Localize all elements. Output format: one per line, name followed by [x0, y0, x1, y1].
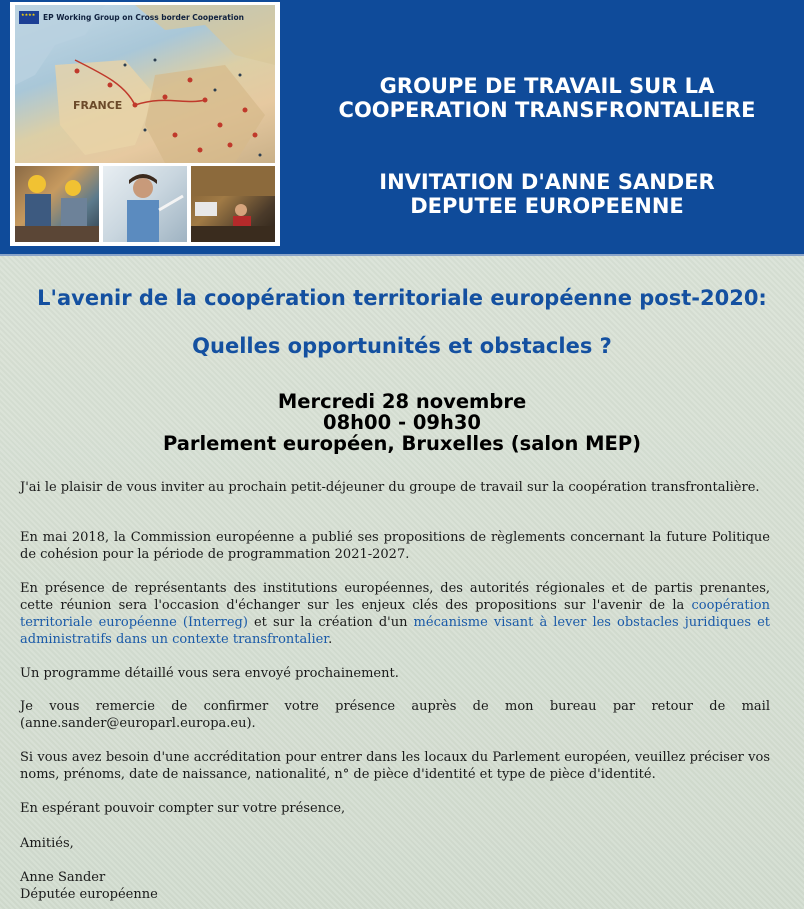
- paragraph-meeting: [20, 580, 770, 648]
- image-caption: [19, 11, 244, 24]
- map-label-france: FRANCE: [73, 99, 123, 112]
- eu-flag-icon: [19, 11, 39, 24]
- invitation-title: [290, 170, 804, 218]
- salutation: Amitiés,: [20, 836, 74, 851]
- signature-name: Anne Sander: [20, 870, 106, 885]
- signature-title: Députée européenne: [20, 887, 158, 902]
- paragraph-meeting-text-2: et sur la création d'un: [247, 615, 414, 630]
- signature: [20, 869, 770, 903]
- invitation-title-line1: INVITATION D'ANNE SANDER: [379, 170, 715, 194]
- working-group-title-line1: GROUPE DE TRAVAIL SUR LA: [379, 74, 715, 98]
- paragraph-context: En mai 2018, la Commission européenne a publié ses propositions de règlements concernant la future Politique de cohésion pour la période de programmation 2021-2027.: [20, 530, 770, 562]
- engineer-photo: [103, 166, 187, 242]
- paragraph-programme: Un programme détaillé vous sera envoyé prochainement.: [20, 666, 399, 681]
- paragraph-meeting-text-3: .: [328, 632, 333, 647]
- mechanism-link[interactable]: mécanisme visant à lever les obstacles juridiques et administratifs dans un contexte transfrontalier: [20, 615, 770, 647]
- header-banner: [0, 0, 804, 256]
- paragraph-accreditation: Si vous avez besoin d'une accréditation pour entrer dans les locaux du Parlement européen, veuillez préciser vos noms, prénoms, date de naissance, nationalité, n° de pièce d'identité et type de pièce d'identité.: [20, 750, 770, 782]
- event-place: Parlement européen, Bruxelles (salon MEP): [162, 432, 642, 455]
- event-time: 08h00 - 09h30: [323, 411, 481, 434]
- europe-map-image: [15, 5, 275, 163]
- interreg-link[interactable]: coopération territoriale européenne (Interreg): [20, 598, 770, 630]
- event-date: Mercredi 28 novembre: [277, 390, 527, 413]
- parliament-meeting-photo: [191, 166, 275, 242]
- paragraph-rsvp: Je vous remercie de confirmer votre présence auprès de mon bureau par retour de mail (anne.sander@europarl.europa.eu).: [20, 699, 770, 731]
- image-caption-text: EP Working Group on Cross border Cooperation: [43, 13, 244, 22]
- workers-photo: [15, 166, 99, 242]
- invitation-title-line2: DEPUTEE EUROPEENNE: [410, 194, 684, 218]
- header-photo-collage: [10, 2, 280, 246]
- event-subheadline: Quelles opportunités et obstacles ?: [192, 334, 612, 358]
- paragraph-invitation: J'ai le plaisir de vous inviter au prochain petit-déjeuner du groupe de travail sur la coopération transfrontalière.: [20, 480, 760, 495]
- paragraph-meeting-text-1: En présence de représentants des institutions européennes, des autorités régionales et de partis prenantes, cette réunion sera l'occasion d'échanger sur les enjeux clés des propositions sur l'avenir de la: [20, 581, 770, 613]
- working-group-title-line2: COOPERATION TRANSFRONTALIERE: [338, 98, 756, 122]
- working-group-title: [290, 74, 804, 122]
- paragraph-closing: En espérant pouvoir compter sur votre présence,: [20, 801, 346, 816]
- event-headline: L'avenir de la coopération territoriale européenne post-2020:: [37, 286, 767, 310]
